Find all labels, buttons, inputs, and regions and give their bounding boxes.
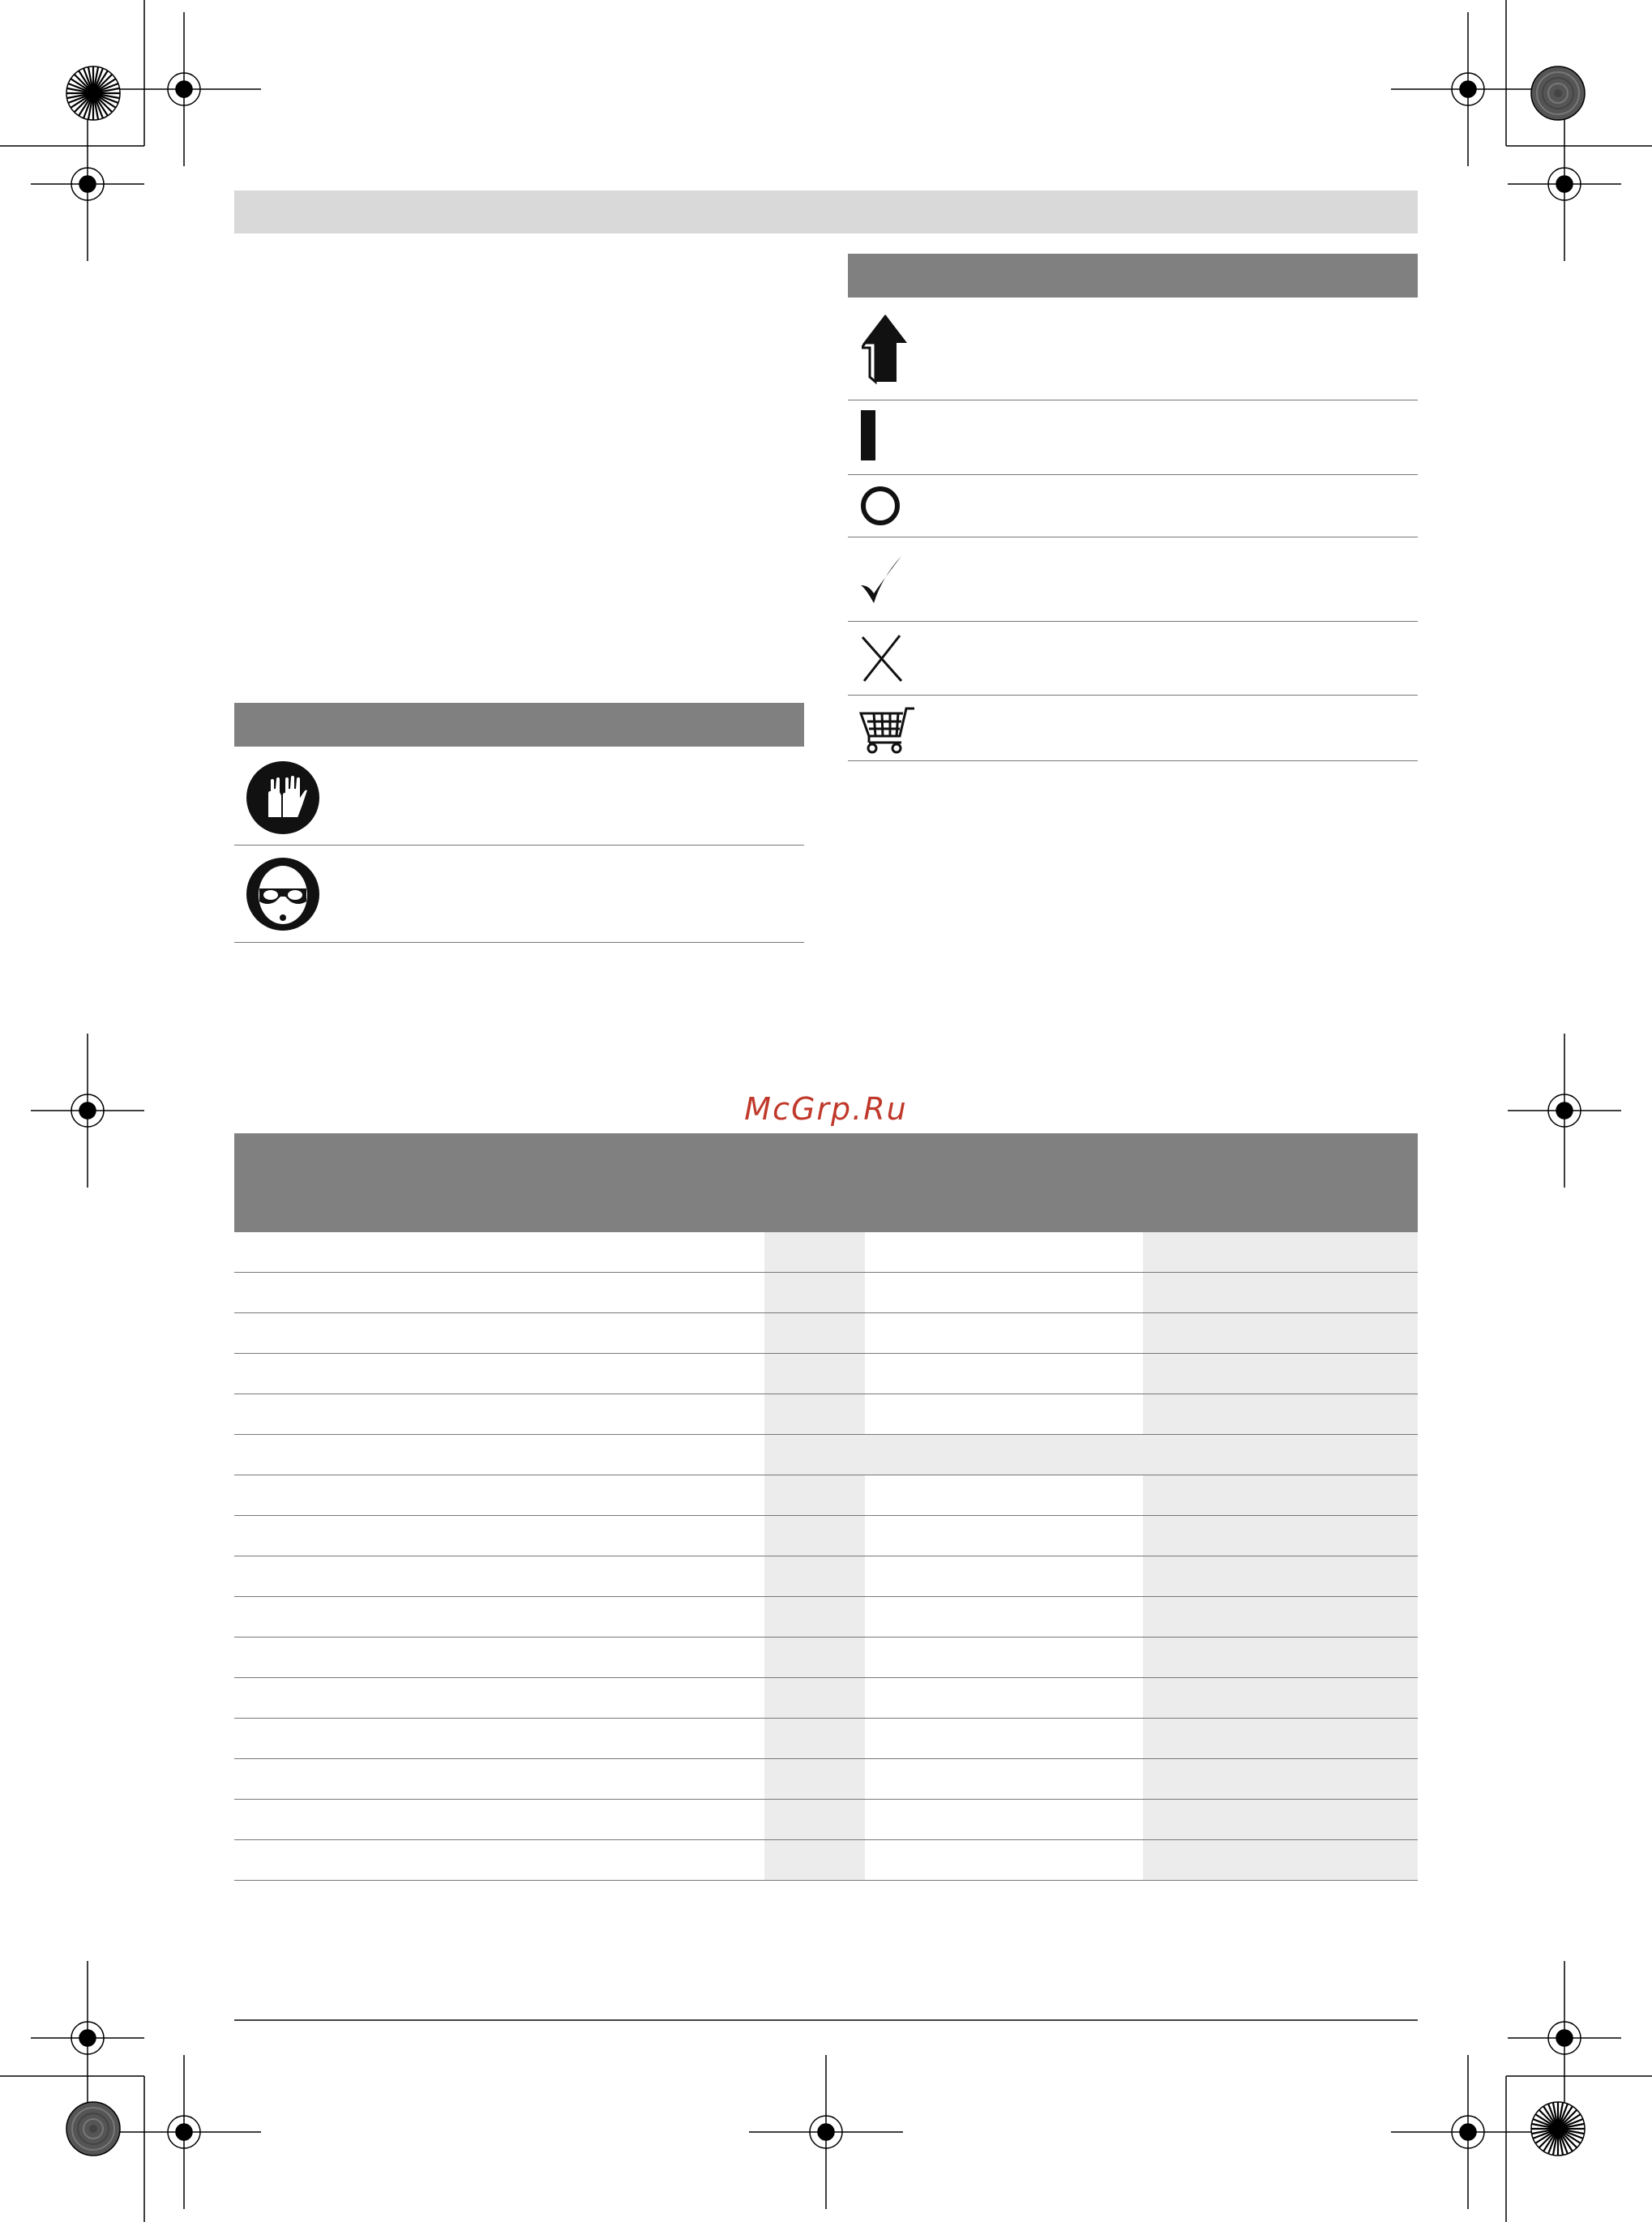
gloves-icon <box>245 760 321 836</box>
footer-rule <box>234 2019 1418 2021</box>
merged-row-cell <box>764 1435 1418 1475</box>
symbols-row-divider <box>848 695 1418 696</box>
safety-goggles-icon <box>245 856 321 932</box>
data-row-divider <box>234 1596 1418 1597</box>
data-row-divider <box>234 1637 1418 1638</box>
data-row-divider <box>234 1353 1418 1354</box>
arrow-up-icon <box>862 312 910 385</box>
shaded-column-4 <box>1143 1232 1418 1881</box>
data-row-divider <box>234 1880 1418 1881</box>
page-header-bar <box>234 191 1418 233</box>
switch-off-icon <box>858 483 903 529</box>
cart-icon <box>858 704 916 754</box>
data-table-header <box>234 1133 1418 1232</box>
data-row-divider <box>234 1515 1418 1516</box>
data-row-divider <box>234 1434 1418 1435</box>
shaded-column-2 <box>764 1232 865 1881</box>
ppe-row-divider <box>234 845 804 846</box>
symbols-row-divider <box>848 474 1418 475</box>
data-row-divider <box>234 1839 1418 1840</box>
data-table-body <box>234 1232 1418 1881</box>
watermark: McGrp.Ru <box>744 1091 908 1127</box>
data-row-divider <box>234 1272 1418 1273</box>
ppe-row-divider <box>234 942 804 943</box>
data-row-divider <box>234 1718 1418 1719</box>
checkmark-icon <box>858 553 906 610</box>
data-row-divider <box>234 1758 1418 1759</box>
symbols-row-divider <box>848 760 1418 761</box>
data-row-divider <box>234 1799 1418 1800</box>
cross-icon <box>858 632 906 686</box>
switch-on-icon <box>858 407 882 464</box>
symbols-row-divider <box>848 621 1418 622</box>
data-row-divider <box>234 1677 1418 1678</box>
symbols-table-header <box>848 254 1418 298</box>
data-row-divider <box>234 1312 1418 1313</box>
ppe-table-header <box>234 703 804 747</box>
